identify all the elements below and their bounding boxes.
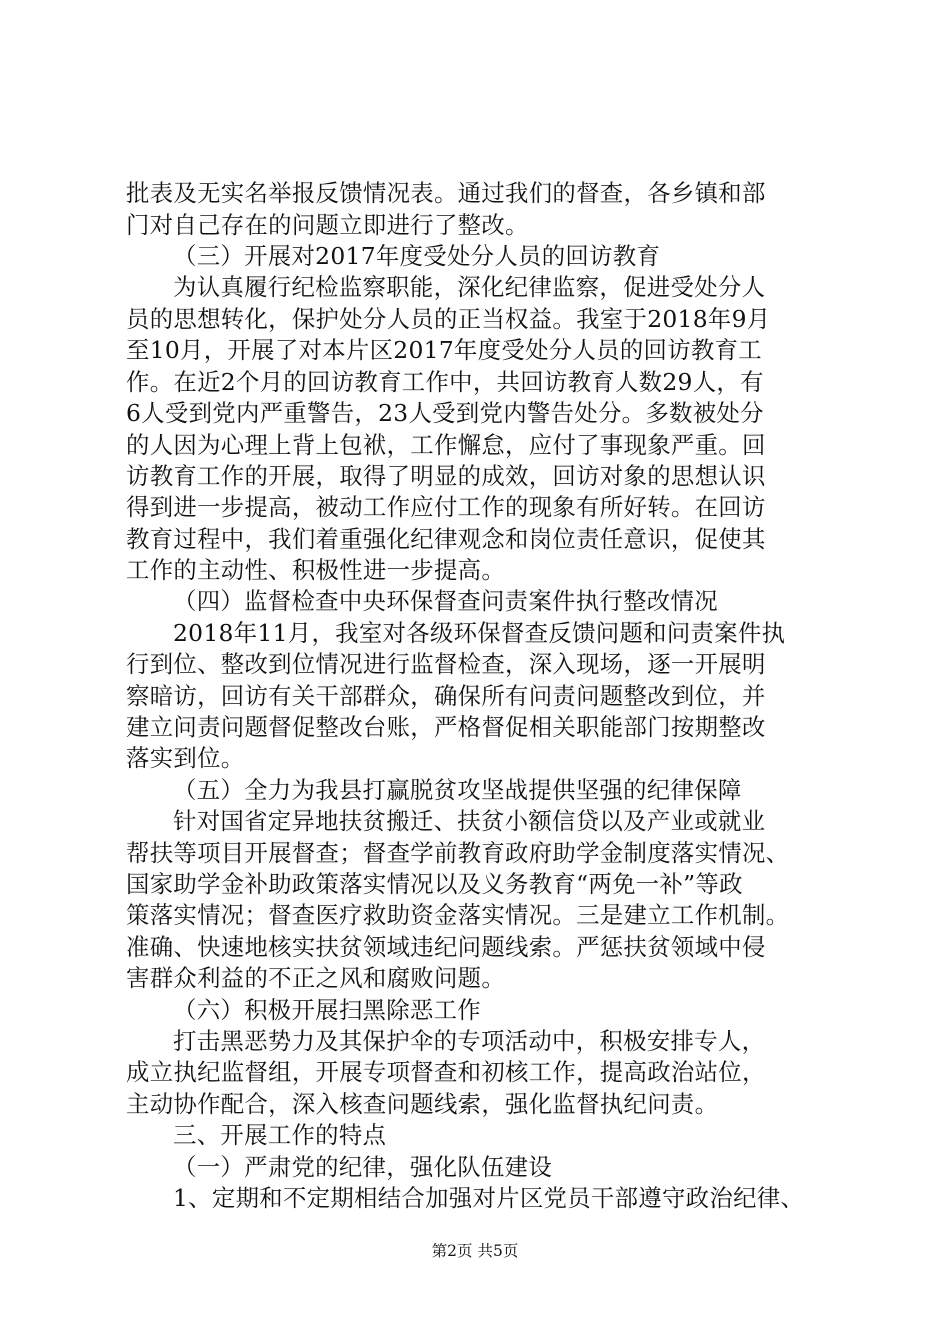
body-line: 得到进一步提高，被动工作应付工作的现象有所好转。在回访: [126, 493, 766, 521]
body-line: 策落实情况；督查医疗救助资金落实情况。三是建立工作机制。: [126, 901, 790, 929]
body-line: 建立问责问题督促整改台账，严格督促相关职能部门按期整改: [126, 713, 766, 741]
body-line: 帮扶等项目开展督查；督查学前教育政府助学金制度落实情况、: [126, 839, 790, 867]
section-heading: （三）开展对2017年度受处分人员的回访教育: [173, 242, 661, 270]
body-line: 察暗访，回访有关干部群众，确保所有问责问题整改到位，并: [126, 682, 766, 710]
page-footer: 第2页 共5页: [431, 1242, 519, 1260]
body-line: 2018年11月，我室对各级环保督查反馈问题和问责案件执: [173, 619, 786, 647]
body-line: 针对国省定异地扶贫搬迁、扶贫小额信贷以及产业或就业: [173, 807, 766, 835]
body-line: 批表及无实名举报反馈情况表。通过我们的督查，各乡镇和部: [126, 179, 766, 207]
section-heading: 三、开展工作的特点: [173, 1121, 387, 1149]
body-line: 作。在近2个月的回访教育工作中，共回访教育人数29人，有: [126, 368, 764, 396]
body-line: 的人因为心理上背上包袱，工作懈怠，应付了事现象严重。回: [126, 431, 766, 459]
body-line: 打击黑恶势力及其保护伞的专项活动中，积极安排专人，: [173, 1027, 766, 1055]
body-line: 行到位、整改到位情况进行监督检查，深入现场，逐一开展明: [126, 650, 766, 678]
section-heading: （六）积极开展扫黑除恶工作: [173, 996, 481, 1024]
body-line: 成立执纪监督组，开展专项督查和初核工作，提高政治站位，: [126, 1058, 766, 1086]
body-line: 落实到位。: [126, 744, 245, 772]
body-line: 准确、快速地核实扶贫领域违纪问题线索。严惩扶贫领域中侵: [126, 933, 766, 961]
section-heading: （一）严肃党的纪律，强化队伍建设: [173, 1153, 553, 1181]
section-heading: （四）监督检查中央环保督查问责案件执行整改情况: [173, 587, 718, 615]
body-line: 为认真履行纪检监察职能，深化纪律监察，促进受处分人: [173, 273, 766, 301]
body-line: 1、定期和不定期相结合加强对片区党员干部遵守政治纪律、: [173, 1184, 805, 1212]
body-line: 工作的主动性、积极性进一步提高。: [126, 556, 506, 584]
body-line: 教育过程中，我们着重强化纪律观念和岗位责任意识，促使其: [126, 525, 766, 553]
body-line: 门对自己存在的问题立即进行了整改。: [126, 211, 529, 239]
body-line: 员的思想转化，保护处分人员的正当权益。我室于2018年9月: [126, 305, 771, 333]
body-line: 至10月，开展了对本片区2017年度受处分人员的回访教育工: [126, 336, 762, 364]
section-heading: （五）全力为我县打赢脱贫攻坚战提供坚强的纪律保障: [173, 776, 742, 804]
body-line: 主动协作配合，深入核查问题线索，强化监督执纪问责。: [126, 1090, 719, 1118]
body-line: 6人受到党内严重警告，23人受到党内警告处分。多数被处分: [126, 399, 764, 427]
body-line: 害群众利益的不正之风和腐败问题。: [126, 964, 506, 992]
body-line: 访教育工作的开展，取得了明显的成效，回访对象的思想认识: [126, 462, 766, 490]
body-line: 国家助学金补助政策落实情况以及义务教育“两免一补”等政: [126, 870, 743, 898]
